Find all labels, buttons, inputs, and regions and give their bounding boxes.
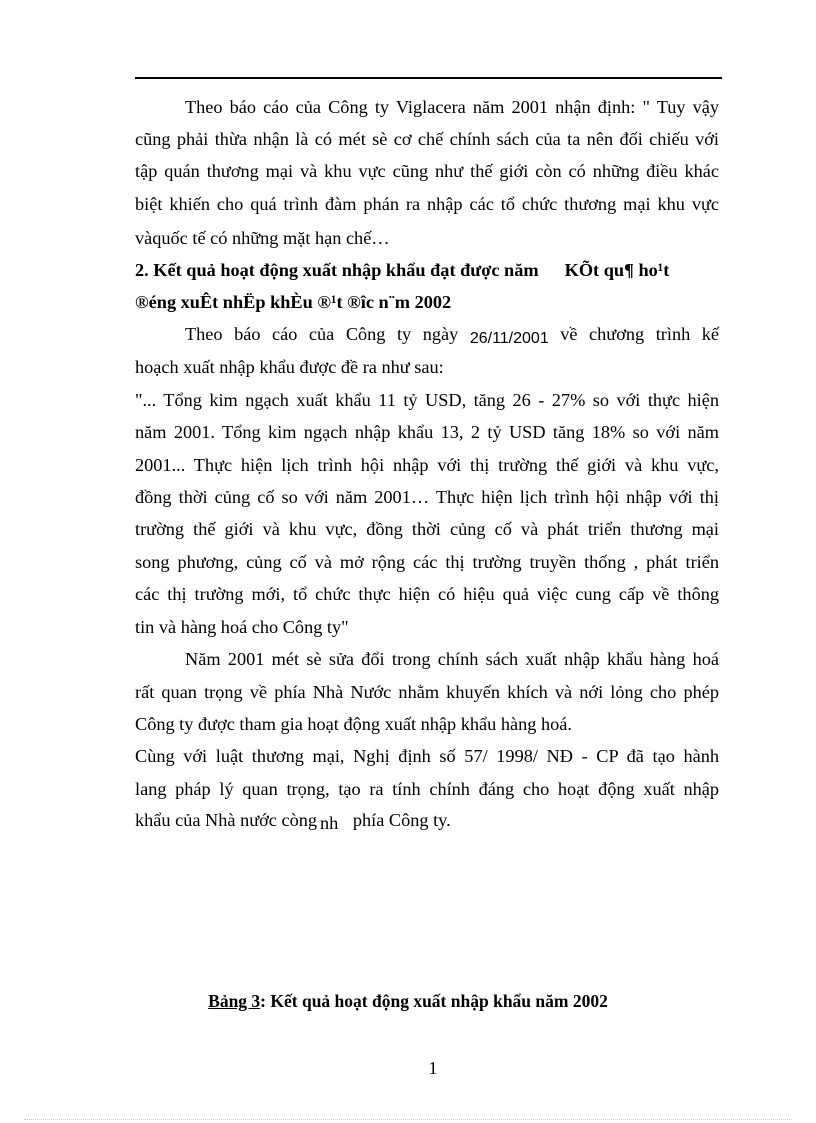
table-title-label: Bảng 3 — [208, 991, 261, 1011]
quote-line-3: 2001... Thực hiện lịch trình hội nhập với thị trường thế giới và khu vực, — [135, 455, 719, 475]
section-heading-line-2: ®éng xuÊt nhËp khÈu ®¹t ®îc n¨m 2002 — [135, 292, 452, 312]
quote-line-6: song phương, củng cố và mở rộng các thị trường truyền thống , phát triển — [135, 552, 719, 572]
quote-line-1: "... Tổng kim ngạch xuất khẩu 11 tỷ USD, tăng 26 - 27% so với thực hiện — [135, 390, 719, 410]
report-date: 26/11/2001 — [469, 330, 549, 347]
quote-line-7: các thị trường mới, tổ chức thực hiện có hiệu quả việc cung cấp về thông — [135, 584, 719, 604]
quote-line-5: trường thế giới và khu vực, đồng thời củng cố và phát triển thương mại — [135, 519, 719, 539]
paragraph-3-line-2: rất quan trọng về phía Nhà Nước nhằm khuyến khích và nới lỏng cho phép — [135, 682, 719, 702]
paragraph-4-line-3 — [135, 809, 719, 831]
section-heading-line-1 — [135, 259, 719, 281]
paragraph-1-line-5: vàquốc tế có những mặt hạn chế… — [135, 228, 390, 248]
paragraph-1-line-2: cũng phải thừa nhận là có mét sè cơ chế chính sách của ta nên đối chiếu với — [135, 129, 719, 149]
quote-line-8: tin và hàng hoá cho Công ty" — [135, 617, 349, 637]
paragraph-2-after-date: về chương trình kế — [560, 324, 720, 344]
paragraph-4-nh: nh — [320, 813, 339, 833]
quote-line-4: đồng thời củng cố so với năm 2001… Thực hiện lịch trình hội nhập với thị — [135, 487, 719, 507]
paragraph-3-line-1: Năm 2001 mét sè sửa đổi trong chính sách xuất nhập khẩu hàng hoá — [185, 649, 719, 669]
paragraph-1-line-4: biệt khiến cho quá trình đàm phán ra nhập các tổ chức thương mại khu vực — [135, 194, 719, 214]
quote-line-2: năm 2001. Tổng kim ngạch nhập khẩu 13, 2 tỷ USD tăng 18% so với năm — [135, 422, 719, 442]
paragraph-4-last-after: phía Công ty. — [352, 810, 451, 830]
paragraph-2-line-2: hoạch xuất nhập khẩu được đề ra như sau: — [135, 357, 444, 377]
paragraph-1-line-3: tập quán thương mại và khu vực cũng như thế giới còn có những điều khác — [135, 161, 719, 181]
paragraph-4-line-2: lang pháp lý quan trọng, tạo ra tính chính đáng cho hoạt động xuất nhập — [135, 779, 719, 799]
page-bottom-border — [24, 1119, 792, 1120]
paragraph-2-line-1 — [185, 323, 719, 345]
paragraph-1-line-1: Theo báo cáo của Công ty Viglacera năm 2001 nhận định: " Tuy vậy — [185, 97, 719, 117]
table-title-text: : Kết quả hoạt động xuất nhập khẩu năm 2002 — [260, 991, 608, 1011]
paragraph-3-line-3: Công ty được tham gia hoạt động xuất nhập khẩu hàng hoá. — [135, 714, 572, 734]
header-rule — [135, 77, 722, 79]
paragraph-4-line-1: Cùng với luật thương mại, Nghị định số 57/ 1998/ NĐ - CP đã tạo hành — [135, 746, 719, 766]
table-title — [0, 990, 816, 1012]
page-number: 1 — [428, 1058, 438, 1078]
paragraph-4-last-before: khẩu của Nhà nước còng — [135, 810, 318, 830]
section-heading-text: 2. Kết quả hoạt động xuất nhập khẩu đạt được năm — [135, 260, 539, 280]
paragraph-2-before-date: Theo báo cáo của Công ty ngày — [185, 324, 459, 344]
section-heading-garbled: KÕt qu¶ ho¹t — [564, 260, 670, 280]
